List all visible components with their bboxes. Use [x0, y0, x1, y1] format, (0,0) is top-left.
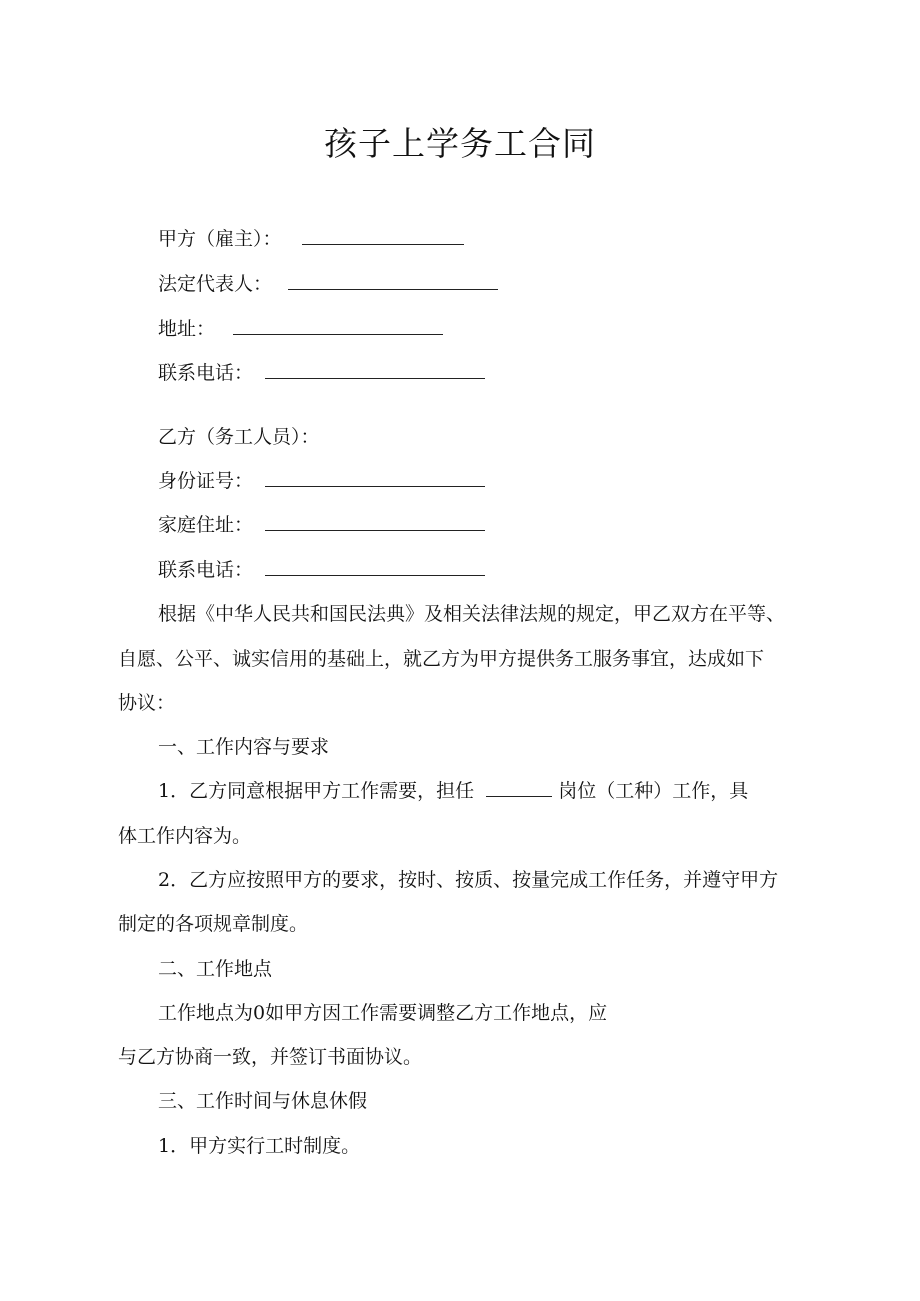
party-b-id-blank[interactable]	[265, 468, 485, 487]
party-b-id-line	[158, 468, 485, 494]
party-a-line	[158, 226, 464, 252]
section1-item2-line-2: 制定的各项规章制度。	[118, 913, 309, 935]
section1-heading: 一、工作内容与要求	[158, 736, 330, 758]
section1-item1-text-a: 1．乙方同意根据甲方工作需要，担任	[158, 780, 475, 802]
section3-heading: 三、工作时间与休息休假	[158, 1090, 368, 1112]
section1-item1-cont: 体工作内容为。	[118, 825, 252, 847]
party-a-phone-label: 联系电话：	[158, 362, 254, 384]
party-a-rep-line	[158, 271, 498, 297]
document-title: 孩子上学务工合同	[324, 124, 596, 163]
section2-heading: 二、工作地点	[158, 958, 273, 980]
party-a-address-line	[158, 316, 443, 342]
party-a-address-label: 地址：	[158, 318, 216, 340]
party-b-home-blank[interactable]	[265, 512, 485, 531]
section1-item1-text-b: 岗位（工种）工作，具	[558, 780, 749, 802]
party-a-rep-label: 法定代表人：	[158, 273, 273, 295]
preamble-line-1: 根据《中华人民共和国民法典》及相关法律法规的规定，甲乙双方在平等、	[158, 603, 786, 625]
party-b-phone-blank[interactable]	[265, 557, 485, 576]
party-a-phone-line	[158, 360, 485, 386]
section1-item1-line	[158, 778, 748, 804]
party-b-home-line	[158, 512, 485, 538]
party-a-phone-blank[interactable]	[265, 360, 485, 379]
party-b-home-label: 家庭住址：	[158, 514, 254, 536]
party-a-rep-blank[interactable]	[288, 271, 498, 290]
party-b-label: 乙方（务工人员）：	[158, 426, 320, 448]
party-a-address-blank[interactable]	[233, 316, 443, 335]
section3-item1: 1．甲方实行工时制度。	[158, 1135, 361, 1157]
party-b-line	[158, 424, 320, 450]
section2-line-2: 与乙方协商一致，并签订书面协议。	[118, 1046, 423, 1068]
preamble-line-3: 协议：	[118, 692, 176, 714]
section1-item2-line-1: 2．乙方应按照甲方的要求，按时、按质、按量完成工作任务，并遵守甲方	[158, 869, 779, 891]
preamble-line-2: 自愿、公平、诚实信用的基础上，就乙方为甲方提供务工服务事宜，达成如下	[118, 648, 765, 670]
party-b-id-label: 身份证号：	[158, 470, 254, 492]
party-a-label: 甲方（雇主）：	[158, 228, 282, 250]
section2-line-1: 工作地点为0如甲方因工作需要调整乙方工作地点，应	[158, 1002, 608, 1024]
position-blank[interactable]	[486, 778, 552, 797]
party-b-phone-line	[158, 557, 485, 583]
party-a-blank[interactable]	[302, 226, 464, 245]
party-b-phone-label: 联系电话：	[158, 559, 254, 581]
